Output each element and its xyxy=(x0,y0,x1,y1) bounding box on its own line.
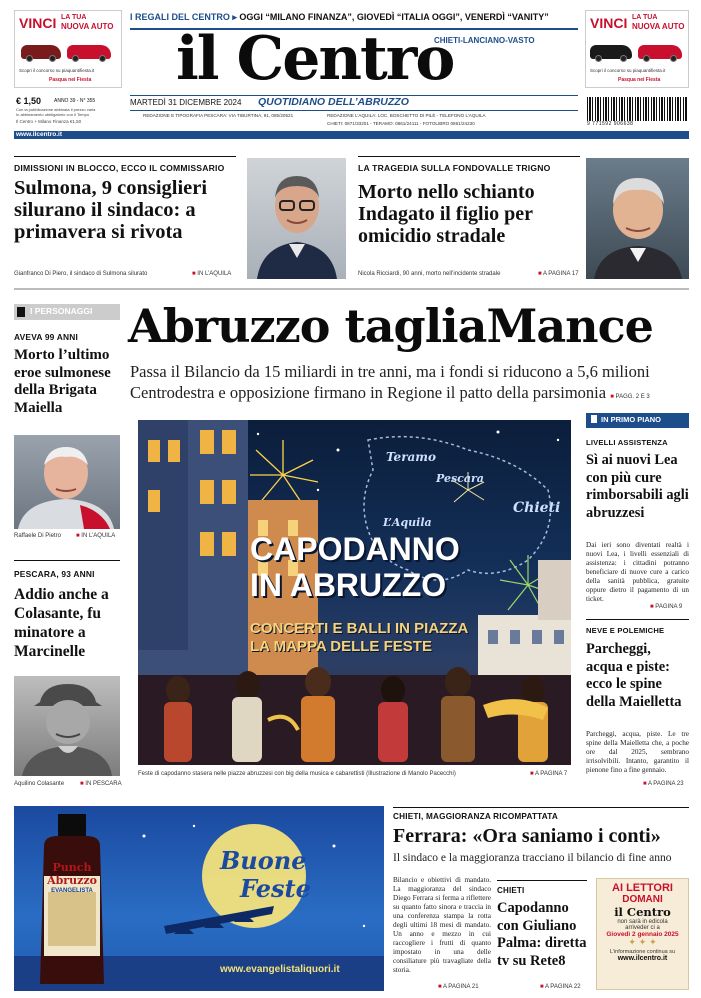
story-headline[interactable]: Addio anche a Colasante, fu minatore a Marcinelle xyxy=(14,586,109,660)
issue-number: ANNO 39 - N° 355 xyxy=(54,98,96,104)
ad-url[interactable]: www.evangelistaliquori.it xyxy=(220,964,340,975)
price: € 1,50 xyxy=(16,96,42,106)
masthead: VINCI LA TUA NUOVA AUTO Scopri il concorso su piaquantifiesta.it Pasqua nei Fiesta VINCI LA TUA NUOVA AUTO Scopri il concorso su piaquantifiesta.it Pasqua nei Fiesta I REGALI DEL CENTRO ▸ OGGI “MILANO FINANZA”, GIOVEDÌ “ITALIA OGGI”, VENERDÌ “VANITY” il Centro CHIETI-LANCIANO-VASTO MARTEDÌ 31 DICEMBRE 2024 QUOTIDIANO DELL’ABRUZZO REDAZIONE E TIPOGRAFIA PESCARA: VIA TIBURTINA, 91, 085/20521 REDAZIONE L’AQUILA: LOC. BOSCHETTO DI PILÈ - TELEFONO L’AQUILA CHIETI: 0871/33201 - TERAMO: 0861/24111 - FOTOLIBRO 0861/24230 € 1,50 ANNO 39 - N° 355 Con la pubblicazione abbinata il prezzo varia In abbinamento obbligatorio con Il Tempo Il Centro + Milano Finanza €1,50 9 771592 906638 www.ilcentro.it xyxy=(0,0,701,140)
photo-caption: Aquilino Colasante xyxy=(14,781,65,787)
page-ref[interactable]: ■ IN L’AQUILA xyxy=(76,533,116,539)
address-line: REDAZIONE E TIPOGRAFIA PESCARA: VIA TIBURTINA, 91, 085/20521 xyxy=(143,113,294,118)
edition-cities: CHIETI-LANCIANO-VASTO xyxy=(434,36,535,45)
ad-left-headline: VINCI xyxy=(19,15,57,31)
address-line: REDAZIONE L’AQUILA: LOC. BOSCHETTO DI PILÈ - TELEFONO L’AQUILA xyxy=(327,113,486,118)
story-headline[interactable]: Parcheggi, acqua e piste: ecco le spine della Maielletta xyxy=(586,641,682,710)
capodanno-subtitle: CONCERTI E BALLI IN PIAZZA xyxy=(250,620,469,637)
website-link[interactable]: www.ilcentro.it xyxy=(16,131,62,138)
ad-left[interactable]: VINCI LA TUA NUOVA AUTO Scopri il concorso su piaquantifiesta.it Pasqua nei Fiesta xyxy=(14,10,122,88)
illustration-caption: Feste di capodanno stasera nelle piazze abruzzesi con big della musica e cabarettisti (Illustrazione di Manolo Pacecchi) xyxy=(138,771,456,777)
story-headline[interactable]: Morto nello schianto Indagato il figlio per omicidio stradale xyxy=(358,181,535,247)
masthead-band xyxy=(14,131,689,139)
ad-brand: Punch Abruzzo xyxy=(47,861,97,887)
story-kicker: DIMISSIONI IN BLOCCO, ECCO IL COMMISSARIO xyxy=(14,163,225,173)
main-headline[interactable]: Abruzzo tagliaMance xyxy=(128,299,653,353)
map-city-label: Chieti xyxy=(513,500,561,516)
page-ref[interactable]: ■ A PAGINA 22 xyxy=(540,984,581,990)
promo-items: OGGI “MILANO FINANZA”, GIOVEDÌ “ITALIA OGGI”, VENERDÌ “VANITY” xyxy=(239,12,549,22)
story-body: Parcheggi, acqua, piste. Le tre spine della Maielletta che, a poche ore dal 2025, sembrano irrisolvibili. Intanto, garantito il pienone fino a fine gennaio. xyxy=(586,730,689,774)
story-kicker: LA TRAGEDIA SULLA FONDOVALLE TRIGNO xyxy=(358,163,551,173)
story-kicker: LIVELLI ASSISTENZA xyxy=(586,438,668,447)
veteran-photo xyxy=(14,435,120,529)
lettori-box: AI LETTORI DOMANI il Centro non sarà in edicola arriveder ci a Giovedì 2 gennaio 2025 ✦ ✦ ✦ L’informazione continua su www.ilcentro.it xyxy=(596,878,689,990)
page-ref[interactable]: ■ IN L’AQUILA xyxy=(192,271,232,277)
story-kicker: CHIETI, MAGGIORANZA RICOMPATTATA xyxy=(393,812,558,821)
capodanno-subtitle: LA MAPPA DELLE FESTE xyxy=(250,638,432,655)
page-ref[interactable]: ■ A PAGINA 7 xyxy=(530,771,568,777)
page-ref[interactable]: ■ PAGG. 2 E 3 xyxy=(610,394,650,400)
issue-date: MARTEDÌ 31 DICEMBRE 2024 xyxy=(130,98,242,107)
map-city-label: Pescara xyxy=(436,472,484,485)
capodanno-title: CAPODANNO xyxy=(250,531,460,567)
story-headline[interactable]: Sì ai nuovi Lea con più cure rimborsabili agli abruzzesi xyxy=(586,452,689,521)
photo-caption: Gianfranco Di Piero, il sindaco di Sulmona silurato xyxy=(14,271,148,277)
photo-caption: Nicola Ricciardi, 90 anni, morto nell’incidente stradale xyxy=(358,271,501,277)
story-body: Bilancio e obiettivi di mandato. La maggioranza del sindaco Diego Ferrara si ferma a riflettere su quanto fatto sinora e traccia in una conferenza stampa la rotta degli ultimi 18 mesi di mandato. Un anno e mezzo in cui raccogliere i frutti di quanto impostato in una delle consiliature più travagliate della storia. xyxy=(393,876,491,974)
main-subhead: Centrodestra e opposizione firmano in Regione il patto della parsimonia ■ PAGG. 2 E 3 xyxy=(130,383,650,402)
miner-photo xyxy=(14,676,120,776)
personaggi-tag: I PERSONAGGI xyxy=(14,304,120,320)
story-kicker: NEVE E POLEMICHE xyxy=(586,626,665,635)
promo-label: I REGALI DEL CENTRO xyxy=(130,12,230,22)
story-headline[interactable]: Sulmona, 9 consiglieri silurano il sindaco: a primavera si rivota xyxy=(14,177,208,243)
photo-caption: Raffaele Di Pietro xyxy=(14,533,61,539)
page-ref[interactable]: ■ A PAGINA 17 xyxy=(538,271,579,277)
page-ref[interactable]: ■ A PAGINA 21 xyxy=(438,984,479,990)
barcode xyxy=(587,97,687,121)
newspaper-title[interactable]: il Centro xyxy=(176,24,454,94)
ad-greeting: Feste xyxy=(240,874,311,903)
capodanno-illustration[interactable] xyxy=(138,420,571,765)
main-subhead: Passa il Bilancio da 15 miliardi in tre anni, ma i fondi si riducono a 5,6 milioni xyxy=(130,362,650,381)
punch-abruzzo-ad[interactable] xyxy=(14,806,384,991)
story-kicker: AVEVA 99 ANNI xyxy=(14,332,79,342)
story-kicker: PESCARA, 93 ANNI xyxy=(14,569,95,579)
story-subhead: Il sindaco e la maggioranza tracciano il bilancio di fine anno xyxy=(393,852,672,864)
map-city-label: L’Aquila xyxy=(383,516,432,529)
mayor-photo xyxy=(247,158,346,279)
story-headline[interactable]: Morto l’ultimo eroe sulmonese della Brigata Maiella xyxy=(14,347,111,416)
page-ref[interactable]: ■ PAGINA 9 xyxy=(650,604,683,610)
story-headline[interactable]: Ferrara: «Ora saniamo i conti» xyxy=(393,825,661,847)
victim-photo xyxy=(586,158,689,279)
page-ref[interactable]: ■ IN PESCARA xyxy=(80,781,122,787)
story-kicker: CHIETI xyxy=(497,886,525,895)
lettori-title: il Centro xyxy=(614,905,671,919)
tag-marker-icon xyxy=(591,415,597,423)
subtitle: QUOTIDIANO DELL’ABRUZZO xyxy=(258,96,409,108)
map-city-label: Teramo xyxy=(386,450,436,464)
lettori-link[interactable]: www.ilcentro.it xyxy=(617,955,668,962)
star-icon: ✦ ✦ ✦ xyxy=(628,938,657,948)
capodanno-title: IN ABRUZZO xyxy=(250,567,447,603)
tag-marker-icon xyxy=(17,307,25,317)
story-headline[interactable]: Capodanno con Giuliano Palma: diretta tv su Rete8 xyxy=(497,900,587,969)
primo-piano-tag: IN PRIMO PIANO xyxy=(586,413,689,428)
ad-greeting: Buone xyxy=(220,846,307,875)
address-line: CHIETI: 0871/33201 - TERAMO: 0861/24111 - FOTOLIBRO 0861/24230 xyxy=(327,121,475,126)
chevron-right-icon: ▸ xyxy=(232,12,240,22)
ad-label: EVANGELISTA xyxy=(51,888,93,894)
page-ref[interactable]: ■ A PAGINA 23 xyxy=(643,781,684,787)
story-body: Dai ieri sono diventati realtà i nuovi Lea, i livelli essenziali di assistenza: i cittadini potranno beneficiare di nuove cure a carico della sanità pubblica, gratuite oppure dietro il pagamento di un ticket. xyxy=(586,541,689,603)
ad-right[interactable]: VINCI LA TUA NUOVA AUTO Scopri il concorso su piaquantifiesta.it Pasqua nei Fiesta xyxy=(585,10,689,88)
